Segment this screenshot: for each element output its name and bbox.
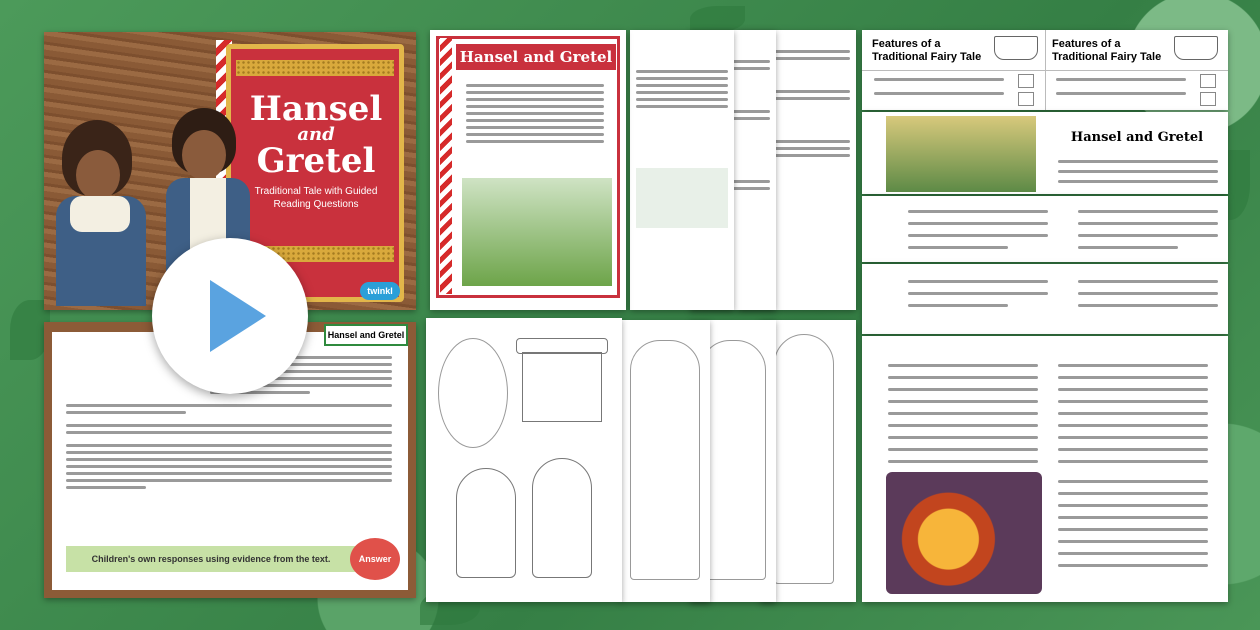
colouring-cottage: [522, 352, 602, 422]
features-title-left: Features of a Traditional Fairy Tale: [872, 38, 982, 64]
book-gold-band-top: [236, 60, 394, 76]
worksheet-page-2[interactable]: [630, 30, 734, 310]
story-text-page-2[interactable]: [862, 196, 1228, 262]
cover-title: [236, 89, 396, 181]
story-booklet-page[interactable]: [430, 30, 626, 310]
booklet-illustration: [462, 178, 612, 286]
reading-tab: Hansel and Gretel: [324, 324, 408, 346]
cover-title-line3: Gretel: [256, 141, 376, 181]
features-title-right: Features of a Traditional Fairy Tale: [1052, 38, 1162, 64]
colouring-gretel: [532, 458, 592, 578]
features-worksheet[interactable]: [862, 30, 1228, 110]
checkbox[interactable]: [1018, 74, 1034, 88]
story-text-page-1[interactable]: [862, 112, 1228, 194]
checkbox[interactable]: [1200, 74, 1216, 88]
book-icon: [994, 36, 1038, 60]
cover-title-line2: and: [297, 124, 335, 145]
colouring-cottage-roof: [516, 338, 608, 354]
play-button[interactable]: [152, 238, 308, 394]
answer-box: Children's own responses using evidence from the text.: [66, 546, 356, 572]
story-text-page-4[interactable]: [862, 336, 1228, 602]
colouring-tree: [438, 338, 508, 448]
book-icon: [1174, 36, 1218, 60]
colouring-page[interactable]: [426, 318, 622, 602]
cover-subtitle: Traditional Tale with Guided Reading Questions: [254, 186, 378, 210]
answer-button[interactable]: Answer: [350, 538, 400, 580]
oven-illustration: [886, 472, 1042, 594]
story-illustration-forest: [886, 116, 1036, 192]
story-booklet-title: Hansel and Gretel: [456, 44, 616, 70]
checkbox[interactable]: [1018, 92, 1034, 106]
background-leaf: [690, 6, 745, 32]
cover-title-line1: Hansel: [249, 89, 383, 129]
twinkl-logo: twinkl: [360, 282, 400, 300]
story-text-page-3[interactable]: [862, 264, 1228, 334]
story-title: Hansel and Gretel: [1070, 130, 1204, 145]
colouring-page-2[interactable]: [620, 320, 710, 602]
colouring-hansel: [456, 468, 516, 578]
checkbox[interactable]: [1200, 92, 1216, 106]
